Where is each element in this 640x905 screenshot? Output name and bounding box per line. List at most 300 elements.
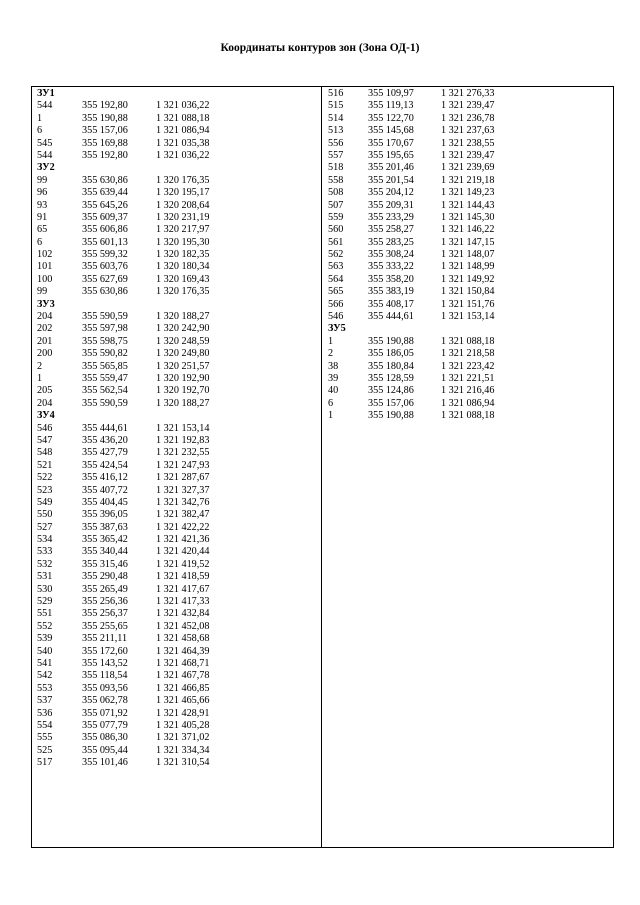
point-number: 6 (37, 236, 43, 248)
coordinate-row (37, 174, 210, 187)
y-coordinate: 1 320 176,35 (156, 286, 210, 298)
point-number: 556 (328, 137, 344, 149)
x-coordinate: 355 597,98 (82, 323, 128, 335)
coordinate-row (37, 236, 210, 249)
y-coordinate: 1 320 192,70 (156, 385, 210, 397)
point-number: 39 (328, 372, 339, 384)
point-number: 537 (37, 695, 53, 707)
point-number: 518 (328, 162, 344, 174)
y-coordinate: 1 320 188,27 (156, 397, 210, 409)
x-coordinate: 355 201,46 (368, 162, 414, 174)
coordinate-row (37, 670, 210, 682)
point-number: 516 (328, 88, 344, 99)
coordinate-row (37, 707, 210, 720)
point-number: 551 (37, 608, 53, 620)
y-coordinate: 1 321 432,84 (156, 608, 210, 620)
y-coordinate: 1 321 428,91 (156, 707, 210, 719)
y-coordinate: 1 321 149,23 (441, 187, 495, 199)
x-coordinate: 355 170,67 (368, 137, 414, 149)
point-number: 540 (37, 645, 53, 657)
x-coordinate: 355 256,37 (82, 608, 128, 620)
point-number: 552 (37, 620, 53, 632)
point-number: 566 (328, 298, 344, 310)
y-coordinate: 1 321 088,18 (156, 112, 210, 124)
coordinate-row (37, 459, 210, 472)
point-number: 100 (37, 273, 53, 285)
x-coordinate: 355 396,05 (82, 509, 128, 521)
coordinate-row (37, 100, 210, 112)
y-coordinate: 1 321 148,07 (441, 249, 495, 261)
x-coordinate: 355 630,86 (82, 174, 128, 186)
y-coordinate: 1 320 195,30 (156, 236, 210, 248)
point-number: 204 (37, 311, 53, 323)
y-coordinate: 1 321 088,18 (441, 410, 495, 422)
coordinate-row (37, 422, 210, 435)
coordinate-row (37, 645, 210, 658)
point-number: 559 (328, 211, 344, 223)
coordinate-row (37, 657, 210, 670)
x-coordinate: 355 315,46 (82, 558, 128, 570)
x-coordinate: 355 145,68 (368, 125, 414, 137)
point-number: 517 (37, 757, 53, 769)
x-coordinate: 355 290,48 (82, 571, 128, 583)
x-coordinate: 355 424,54 (82, 459, 128, 471)
y-coordinate: 1 321 036,22 (156, 149, 210, 161)
x-coordinate: 355 190,88 (82, 112, 128, 124)
x-coordinate: 355 192,80 (82, 100, 128, 112)
coordinate-row (37, 249, 210, 261)
left-column (37, 88, 210, 769)
x-coordinate: 355 169,88 (82, 137, 128, 149)
point-number: 545 (37, 137, 53, 149)
coordinate-row (328, 125, 495, 137)
coordinate-row (37, 434, 210, 447)
x-coordinate: 355 258,27 (368, 224, 414, 236)
y-coordinate: 1 321 148,99 (441, 261, 495, 273)
coordinate-row (328, 335, 495, 348)
coordinate-row (37, 496, 210, 509)
coordinate-row (37, 682, 210, 695)
x-coordinate: 355 093,56 (82, 682, 128, 694)
coordinate-row (37, 348, 210, 360)
coordinate-row (37, 558, 210, 571)
coordinate-row (37, 484, 210, 497)
y-coordinate: 1 320 242,90 (156, 323, 210, 335)
x-coordinate: 355 333,22 (368, 261, 414, 273)
zone-header: ЗУ4 (37, 410, 55, 422)
coordinate-row (37, 323, 210, 335)
coordinate-row (328, 348, 495, 360)
point-number: 555 (37, 732, 53, 744)
x-coordinate: 355 590,59 (82, 311, 128, 323)
x-coordinate: 355 404,45 (82, 496, 128, 508)
point-number: 558 (328, 174, 344, 186)
y-coordinate: 1 321 287,67 (156, 472, 210, 484)
x-coordinate: 355 180,84 (368, 360, 414, 372)
point-number: 536 (37, 707, 53, 719)
x-coordinate: 355 265,49 (82, 583, 128, 595)
coordinate-row (328, 174, 495, 187)
coordinate-row (37, 397, 210, 410)
x-coordinate: 355 190,88 (368, 335, 414, 347)
y-coordinate: 1 321 221,51 (441, 372, 495, 384)
coordinate-row (37, 571, 210, 583)
x-coordinate: 355 639,44 (82, 187, 128, 199)
coordinate-row (37, 620, 210, 633)
x-coordinate: 355 609,37 (82, 211, 128, 223)
point-number: 205 (37, 385, 53, 397)
coordinate-row (37, 335, 210, 348)
x-coordinate: 355 192,80 (82, 149, 128, 161)
x-coordinate: 355 444,61 (82, 422, 128, 434)
zone-header: ЗУ5 (328, 323, 346, 335)
coordinate-row (37, 385, 210, 397)
y-coordinate: 1 321 149,92 (441, 273, 495, 285)
point-number: 522 (37, 472, 53, 484)
point-number: 549 (37, 496, 53, 508)
y-coordinate: 1 321 247,93 (156, 459, 210, 471)
x-coordinate: 355 645,26 (82, 199, 128, 211)
x-coordinate: 355 128,59 (368, 372, 414, 384)
coordinate-row (328, 149, 495, 162)
point-number: 102 (37, 249, 53, 261)
point-number: 541 (37, 657, 53, 669)
y-coordinate: 1 321 419,52 (156, 558, 210, 570)
point-number: 527 (37, 521, 53, 533)
point-number: 554 (37, 719, 53, 731)
coordinate-row (37, 286, 210, 298)
coordinate-row (37, 695, 210, 707)
point-number: 544 (37, 100, 53, 112)
x-coordinate: 355 086,30 (82, 732, 128, 744)
y-coordinate: 1 321 147,15 (441, 236, 495, 248)
coordinate-row (37, 372, 210, 385)
point-number: 1 (37, 372, 43, 384)
x-coordinate: 355 204,12 (368, 187, 414, 199)
coordinate-row (328, 236, 495, 249)
zone-header: ЗУ2 (37, 162, 55, 174)
point-number: 562 (328, 249, 344, 261)
point-number: 2 (328, 348, 334, 360)
coordinate-row (37, 546, 210, 558)
x-coordinate: 355 408,17 (368, 298, 414, 310)
point-number: 1 (37, 112, 43, 124)
coordinate-row (37, 596, 210, 608)
y-coordinate: 1 321 468,71 (156, 657, 210, 669)
x-coordinate: 355 598,75 (82, 335, 128, 347)
coordinate-row (37, 149, 210, 162)
coordinate-row (328, 224, 495, 236)
y-coordinate: 1 321 420,44 (156, 546, 210, 558)
x-coordinate: 355 122,70 (368, 112, 414, 124)
x-coordinate: 355 444,61 (368, 311, 414, 323)
y-coordinate: 1 321 150,84 (441, 286, 495, 298)
point-number: 561 (328, 236, 344, 248)
x-coordinate: 355 119,13 (368, 100, 414, 112)
point-number: 557 (328, 149, 344, 161)
point-number: 565 (328, 286, 344, 298)
point-number: 544 (37, 149, 53, 161)
y-coordinate: 1 321 153,14 (441, 311, 495, 323)
point-number: 529 (37, 596, 53, 608)
x-coordinate: 355 101,46 (82, 757, 128, 769)
coordinate-row (37, 211, 210, 224)
point-number: 93 (37, 199, 48, 211)
y-coordinate: 1 321 151,76 (441, 298, 495, 310)
point-number: 91 (37, 211, 48, 223)
coordinate-row (37, 311, 210, 323)
coordinate-row (37, 744, 210, 757)
point-number: 101 (37, 261, 53, 273)
x-coordinate: 355 233,29 (368, 211, 414, 223)
point-number: 1 (328, 410, 334, 422)
point-number: 202 (37, 323, 53, 335)
x-coordinate: 355 365,42 (82, 534, 128, 546)
x-coordinate: 355 599,32 (82, 249, 128, 261)
y-coordinate: 1 321 144,43 (441, 199, 495, 211)
y-coordinate: 1 321 458,68 (156, 633, 210, 645)
coordinate-row (37, 187, 210, 199)
y-coordinate: 1 321 036,22 (156, 100, 210, 112)
x-coordinate: 355 562,54 (82, 385, 128, 397)
point-number: 1 (328, 335, 334, 347)
point-number: 521 (37, 459, 53, 471)
x-coordinate: 355 407,72 (82, 484, 128, 496)
coordinate-row (37, 534, 210, 546)
point-number: 523 (37, 484, 53, 496)
x-coordinate: 355 256,36 (82, 596, 128, 608)
point-number: 563 (328, 261, 344, 273)
coordinate-row (37, 633, 210, 645)
coordinate-row (37, 224, 210, 236)
point-number: 514 (328, 112, 344, 124)
x-coordinate: 355 109,97 (368, 88, 414, 99)
point-number: 546 (37, 422, 53, 434)
point-number: 525 (37, 744, 53, 756)
x-coordinate: 355 157,06 (82, 125, 128, 137)
coordinate-row (328, 162, 495, 174)
y-coordinate: 1 321 422,22 (156, 521, 210, 533)
coordinate-row (37, 137, 210, 150)
y-coordinate: 1 321 153,14 (156, 422, 210, 434)
y-coordinate: 1 321 467,78 (156, 670, 210, 682)
coordinate-row (37, 521, 210, 534)
y-coordinate: 1 321 327,37 (156, 484, 210, 496)
y-coordinate: 1 321 418,59 (156, 571, 210, 583)
y-coordinate: 1 321 310,54 (156, 757, 210, 769)
x-coordinate: 355 565,85 (82, 360, 128, 372)
point-number: 96 (37, 187, 48, 199)
x-coordinate: 355 143,52 (82, 657, 128, 669)
x-coordinate: 355 603,76 (82, 261, 128, 273)
coordinate-row (37, 112, 210, 125)
point-number: 38 (328, 360, 339, 372)
coordinate-row (328, 360, 495, 373)
y-coordinate: 1 321 371,02 (156, 732, 210, 744)
y-coordinate: 1 321 145,30 (441, 211, 495, 223)
coordinate-row (328, 298, 495, 311)
coordinate-row (37, 125, 210, 137)
point-number: 564 (328, 273, 344, 285)
x-coordinate: 355 630,86 (82, 286, 128, 298)
y-coordinate: 1 320 176,35 (156, 174, 210, 186)
y-coordinate: 1 321 192,83 (156, 434, 210, 446)
point-number: 65 (37, 224, 48, 236)
y-coordinate: 1 321 417,33 (156, 596, 210, 608)
point-number: 99 (37, 174, 48, 186)
point-number: 548 (37, 447, 53, 459)
coordinate-row (328, 88, 495, 100)
coordinate-row (37, 757, 210, 769)
x-coordinate: 355 209,31 (368, 199, 414, 211)
point-number: 513 (328, 125, 344, 137)
x-coordinate: 355 283,25 (368, 236, 414, 248)
point-number: 560 (328, 224, 344, 236)
coordinate-row (37, 447, 210, 459)
point-number: 201 (37, 335, 53, 347)
coordinate-row (37, 608, 210, 620)
x-coordinate: 355 416,12 (82, 472, 128, 484)
coordinate-row (37, 261, 210, 273)
x-coordinate: 355 601,13 (82, 236, 128, 248)
x-coordinate: 355 387,63 (82, 521, 128, 533)
x-coordinate: 355 157,06 (368, 397, 414, 409)
zone-header: ЗУ3 (37, 298, 55, 310)
x-coordinate: 355 201,54 (368, 174, 414, 186)
y-coordinate: 1 320 192,90 (156, 372, 210, 384)
y-coordinate: 1 321 466,85 (156, 682, 210, 694)
x-coordinate: 355 172,60 (82, 645, 128, 657)
coordinate-row (328, 397, 495, 410)
coordinate-row (328, 199, 495, 212)
coordinate-row (328, 311, 495, 323)
y-coordinate: 1 321 239,47 (441, 149, 495, 161)
y-coordinate: 1 321 239,47 (441, 100, 495, 112)
x-coordinate: 355 308,24 (368, 249, 414, 261)
coordinate-row (328, 273, 495, 286)
y-coordinate: 1 321 216,46 (441, 385, 495, 397)
point-number: 553 (37, 682, 53, 694)
coordinate-row (37, 472, 210, 484)
y-coordinate: 1 321 232,55 (156, 447, 210, 459)
coordinate-row (328, 372, 495, 385)
point-number: 542 (37, 670, 53, 682)
y-coordinate: 1 321 218,58 (441, 348, 495, 360)
x-coordinate: 355 590,82 (82, 348, 128, 360)
coordinate-row (328, 410, 495, 422)
y-coordinate: 1 321 405,28 (156, 719, 210, 731)
column-divider (321, 87, 322, 847)
coordinate-row (37, 719, 210, 732)
point-number: 40 (328, 385, 339, 397)
x-coordinate: 355 077,79 (82, 719, 128, 731)
coordinate-row (328, 385, 495, 397)
point-number: 531 (37, 571, 53, 583)
point-number: 507 (328, 199, 344, 211)
point-number: 200 (37, 348, 53, 360)
point-number: 533 (37, 546, 53, 558)
y-coordinate: 1 320 195,17 (156, 187, 210, 199)
y-coordinate: 1 321 086,94 (156, 125, 210, 137)
y-coordinate: 1 321 035,38 (156, 137, 210, 149)
y-coordinate: 1 320 169,43 (156, 273, 210, 285)
y-coordinate: 1 321 146,22 (441, 224, 495, 236)
y-coordinate: 1 321 342,76 (156, 496, 210, 508)
coordinate-row (328, 249, 495, 261)
y-coordinate: 1 320 251,57 (156, 360, 210, 372)
coordinate-row (328, 211, 495, 224)
coordinate-row (37, 273, 210, 286)
x-coordinate: 355 071,92 (82, 707, 128, 719)
x-coordinate: 355 095,44 (82, 744, 128, 756)
coordinate-row (37, 360, 210, 373)
y-coordinate: 1 320 188,27 (156, 311, 210, 323)
x-coordinate: 355 195,65 (368, 149, 414, 161)
coordinate-row (37, 199, 210, 212)
y-coordinate: 1 320 248,59 (156, 335, 210, 347)
x-coordinate: 355 124,86 (368, 385, 414, 397)
y-coordinate: 1 321 223,42 (441, 360, 495, 372)
point-number: 2 (37, 360, 43, 372)
coordinate-row (37, 509, 210, 521)
y-coordinate: 1 321 334,34 (156, 744, 210, 756)
coordinate-row (37, 583, 210, 596)
coordinate-row (328, 112, 495, 125)
y-coordinate: 1 320 231,19 (156, 211, 210, 223)
y-coordinate: 1 321 088,18 (441, 335, 495, 347)
y-coordinate: 1 321 086,94 (441, 397, 495, 409)
point-number: 515 (328, 100, 344, 112)
x-coordinate: 355 606,86 (82, 224, 128, 236)
y-coordinate: 1 321 464,39 (156, 645, 210, 657)
x-coordinate: 355 255,65 (82, 620, 128, 632)
coordinate-row (328, 261, 495, 273)
coordinate-row (328, 187, 495, 199)
point-number: 204 (37, 397, 53, 409)
point-number: 508 (328, 187, 344, 199)
y-coordinate: 1 320 208,64 (156, 199, 210, 211)
point-number: 99 (37, 286, 48, 298)
x-coordinate: 355 211,11 (82, 633, 128, 645)
point-number: 530 (37, 583, 53, 595)
x-coordinate: 355 190,88 (368, 410, 414, 422)
right-column (328, 88, 495, 423)
x-coordinate: 355 427,79 (82, 447, 128, 459)
coordinate-row (328, 137, 495, 150)
page-title: Координаты контуров зон (Зона ОД-1) (220, 42, 420, 54)
y-coordinate: 1 320 217,97 (156, 224, 210, 236)
coordinate-row (37, 732, 210, 744)
point-number: 550 (37, 509, 53, 521)
x-coordinate: 355 590,59 (82, 397, 128, 409)
y-coordinate: 1 321 452,08 (156, 620, 210, 632)
y-coordinate: 1 321 421,36 (156, 534, 210, 546)
x-coordinate: 355 358,20 (368, 273, 414, 285)
point-number: 6 (328, 397, 334, 409)
x-coordinate: 355 340,44 (82, 546, 128, 558)
coordinate-row (328, 286, 495, 298)
y-coordinate: 1 321 236,78 (441, 112, 495, 124)
y-coordinate: 1 321 276,33 (441, 88, 495, 99)
y-coordinate: 1 320 182,35 (156, 249, 210, 261)
x-coordinate: 355 186,05 (368, 348, 414, 360)
zone-header: ЗУ1 (37, 88, 55, 99)
y-coordinate: 1 321 238,55 (441, 137, 495, 149)
y-coordinate: 1 321 465,66 (156, 695, 210, 707)
coordinate-row (328, 100, 495, 112)
point-number: 546 (328, 311, 344, 323)
y-coordinate: 1 321 219,18 (441, 174, 495, 186)
